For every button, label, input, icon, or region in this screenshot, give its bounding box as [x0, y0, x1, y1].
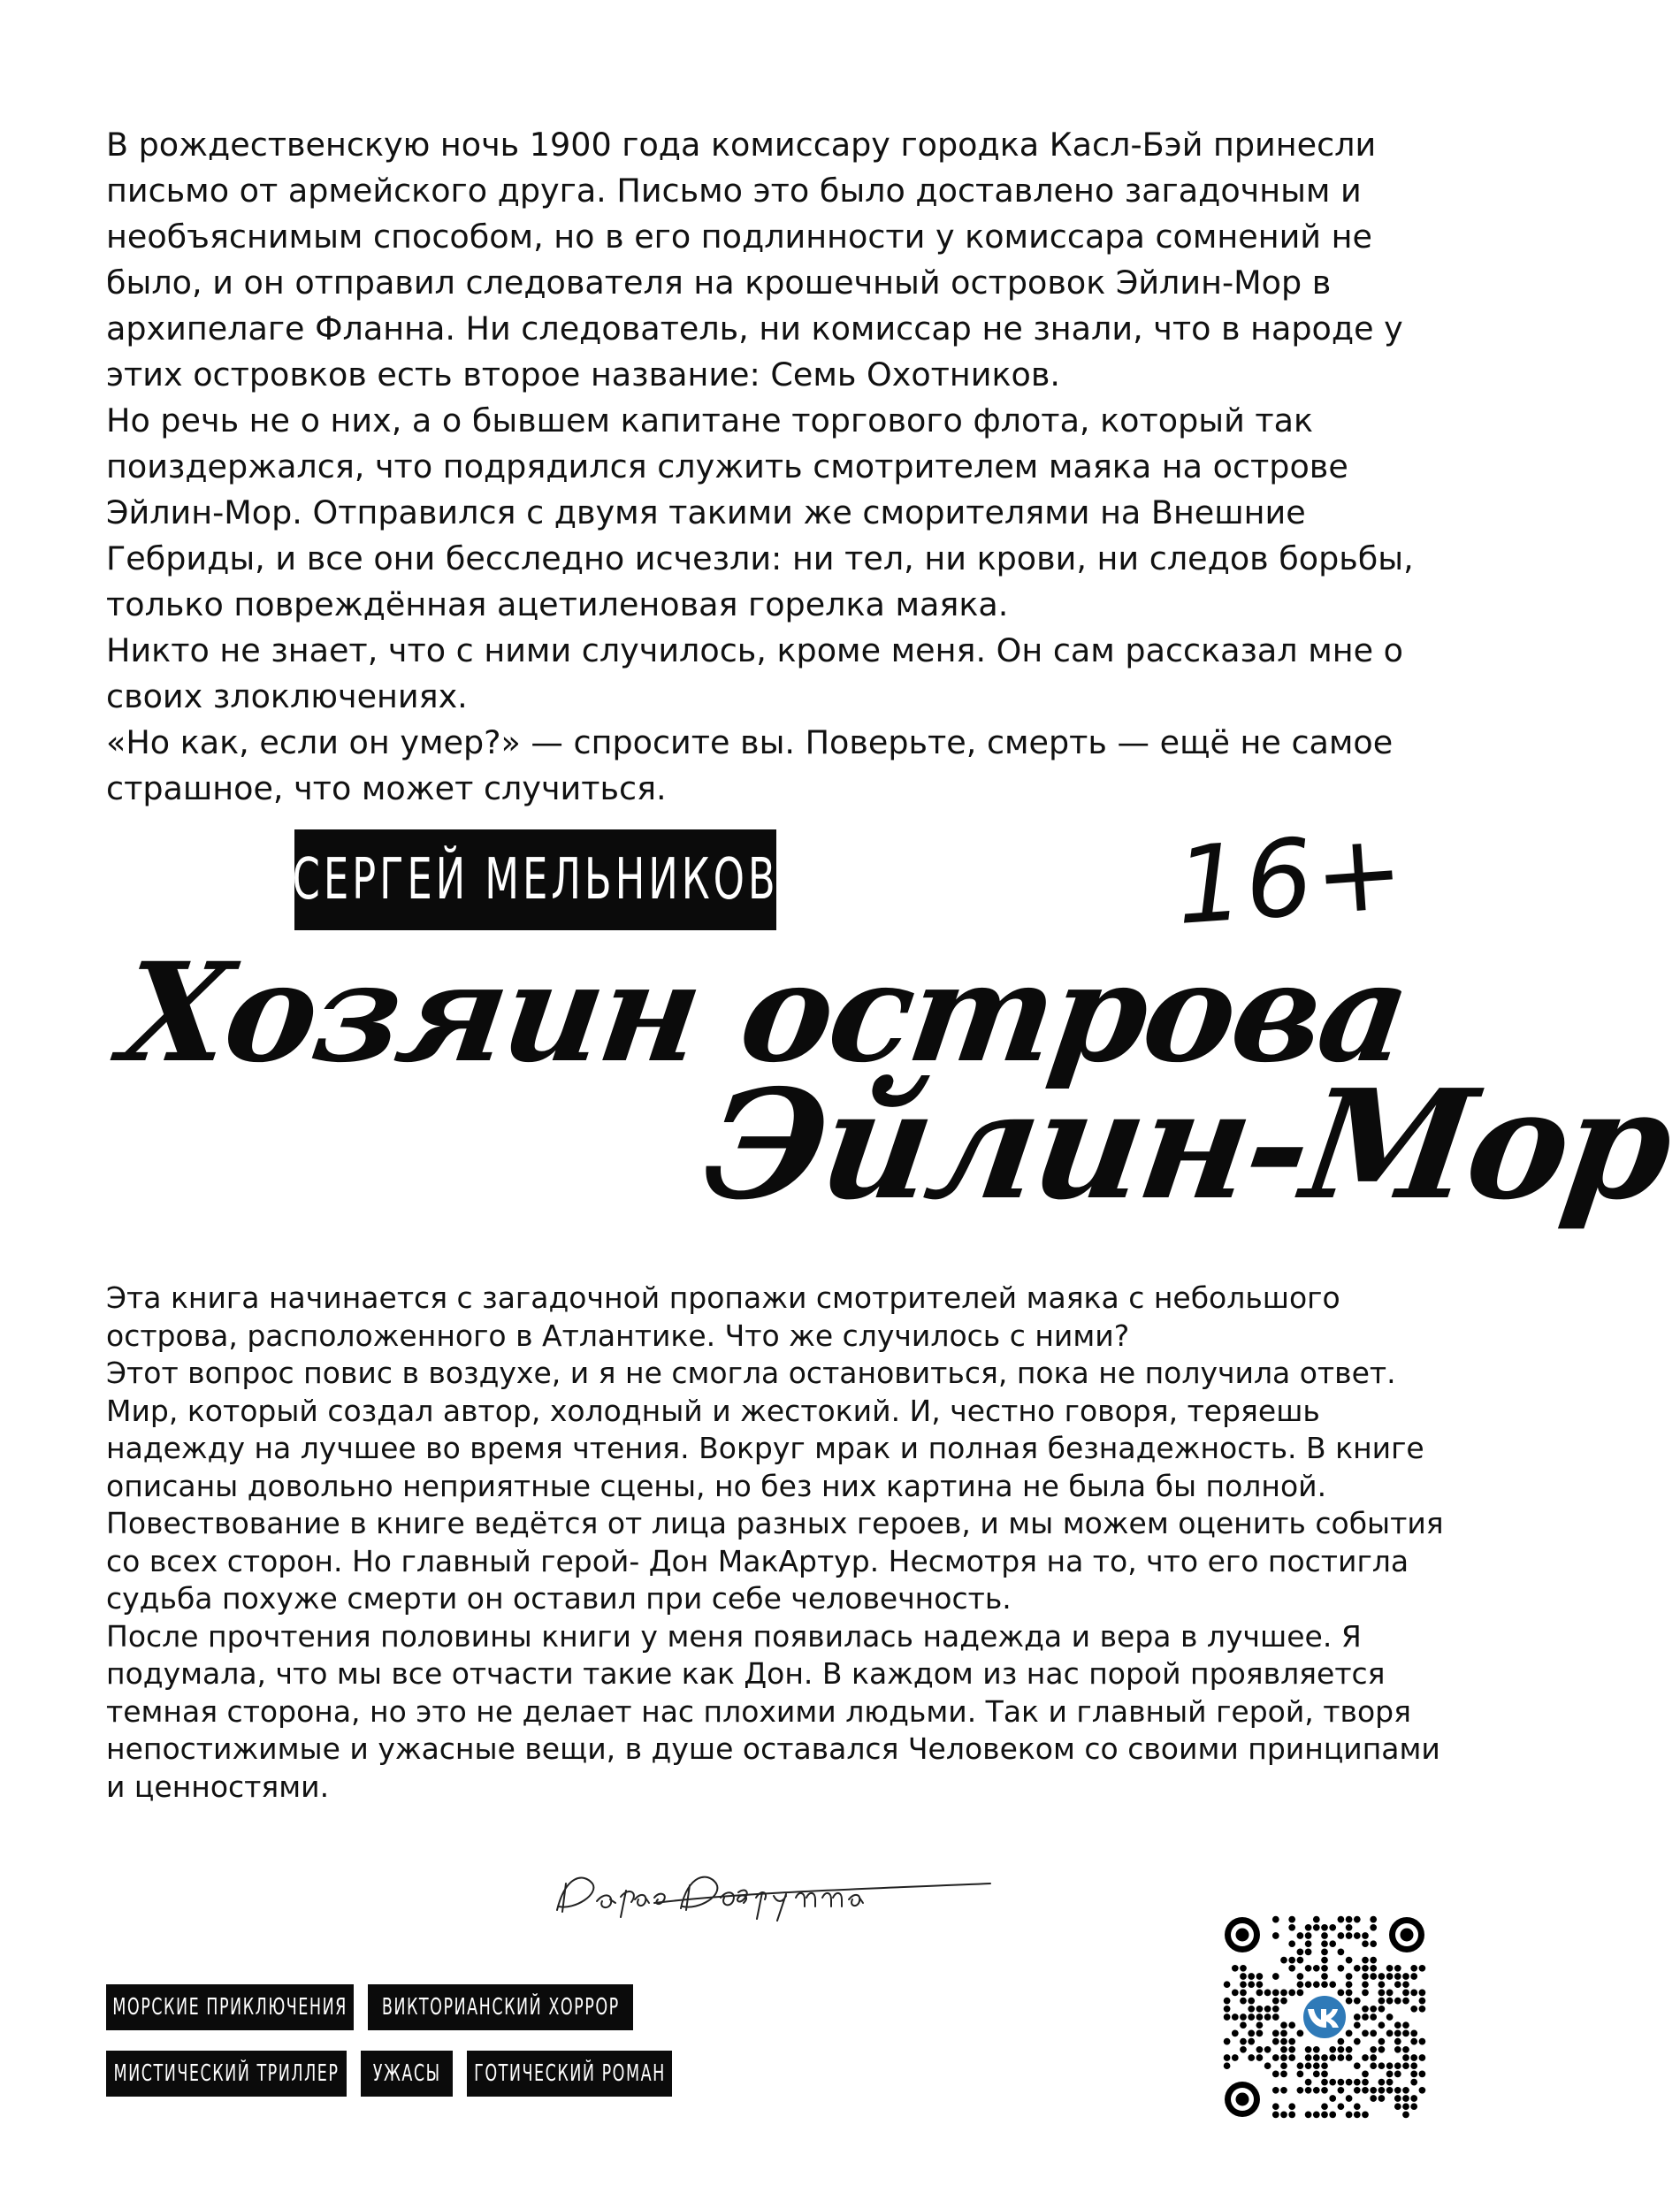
qr-module — [1378, 1981, 1386, 1988]
qr-module — [1354, 1916, 1361, 1923]
qr-module — [1297, 1990, 1304, 1997]
qr-module — [1240, 1973, 1247, 1980]
qr-module — [1386, 2071, 1394, 2078]
blurb-paragraph: Никто не знает, что с ними случилось, кроме меня. Он сам рассказал мне о своих злоключениях. — [106, 631, 1404, 715]
qr-module — [1346, 2095, 1353, 2102]
qr-module — [1410, 2062, 1417, 2069]
qr-module — [1370, 1965, 1377, 1972]
qr-module — [1288, 2021, 1295, 2029]
qr-module — [1410, 2095, 1417, 2102]
qr-module — [1419, 2087, 1426, 2094]
qr-module — [1402, 2062, 1409, 2069]
qr-module — [1272, 1990, 1279, 1997]
qr-module — [1346, 1957, 1353, 1964]
qr-module — [1402, 2087, 1409, 2094]
qr-module — [1272, 2006, 1279, 2013]
qr-module — [1313, 2046, 1320, 2053]
review-paragraph: Повествование в книге ведётся от лица разных героев, и мы можем оценить события со всех сторон. Но главный герой- Дон МакАртур. Несмотря на то, что его постигла судьба похуже смерти он оставил при себе человечность. — [106, 1506, 1444, 1616]
qr-module — [1354, 2087, 1361, 2094]
qr-module — [1272, 2038, 1279, 2045]
qr-module — [1370, 2006, 1377, 2013]
qr-module — [1321, 1949, 1328, 1956]
qr-module — [1410, 1965, 1417, 1972]
qr-module — [1264, 2046, 1271, 2053]
qr-module — [1378, 2046, 1386, 2053]
qr-module — [1305, 1924, 1312, 1931]
qr-module — [1272, 2103, 1279, 2110]
qr-module — [1313, 2087, 1320, 2094]
qr-module — [1370, 1940, 1377, 1947]
qr-module — [1402, 1981, 1409, 1988]
qr-module — [1354, 1965, 1361, 1972]
qr-module — [1386, 2062, 1394, 2069]
genre-tag: ВИКТОРИАНСКИЙ ХОРРОР — [368, 1984, 633, 2030]
qr-module — [1370, 2095, 1377, 2102]
qr-module — [1288, 2103, 1295, 2110]
qr-module — [1410, 2103, 1417, 2110]
qr-module — [1305, 2046, 1312, 2053]
genre-tag: МИСТИЧЕСКИЙ ТРИЛЛЕР — [106, 2051, 347, 2097]
qr-module — [1378, 1973, 1386, 1980]
qr-module — [1321, 1973, 1328, 1980]
qr-module — [1240, 2021, 1247, 2029]
qr-module — [1232, 2030, 1239, 2037]
qr-module — [1346, 2030, 1353, 2037]
qr-module — [1256, 1990, 1264, 1997]
qr-module — [1256, 2030, 1264, 2037]
qr-module — [1346, 1924, 1353, 1931]
qr-module — [1338, 1965, 1345, 1972]
qr-module — [1346, 1916, 1353, 1923]
qr-module — [1370, 1916, 1377, 1923]
qr-module — [1232, 1990, 1239, 1997]
qr-module — [1248, 2006, 1255, 2013]
qr-module — [1272, 1998, 1279, 2005]
qr-module — [1272, 2071, 1279, 2078]
qr-module — [1370, 2046, 1377, 2053]
qr-module — [1280, 2071, 1287, 2078]
reader-review — [106, 1280, 1468, 1806]
qr-module — [1402, 2112, 1409, 2119]
qr-module — [1402, 2095, 1409, 2102]
qr-module — [1297, 1973, 1304, 1980]
qr-module — [1362, 2079, 1369, 2086]
qr-module — [1394, 1965, 1401, 1972]
qr-module — [1313, 2062, 1320, 2069]
qr-module — [1370, 1924, 1377, 1931]
qr-module — [1264, 2006, 1271, 2013]
qr-module — [1280, 2021, 1287, 2029]
qr-module — [1288, 1940, 1295, 1947]
qr-module — [1240, 2046, 1247, 2053]
genre-tag: УЖАСЫ — [361, 2051, 453, 2097]
qr-module — [1378, 2079, 1386, 2086]
age-rating: 16+ — [1172, 810, 1409, 949]
qr-module — [1224, 2006, 1231, 2013]
qr-module — [1394, 1973, 1401, 1980]
qr-module — [1378, 2038, 1386, 2045]
qr-module — [1272, 2054, 1279, 2061]
qr-module — [1288, 1916, 1295, 1923]
qr-module — [1410, 2006, 1417, 2013]
qr-module — [1248, 1998, 1255, 2005]
qr-module — [1394, 1998, 1401, 2005]
qr-module — [1297, 2062, 1304, 2069]
qr-module — [1419, 2054, 1426, 2061]
qr-module — [1224, 1981, 1231, 1988]
qr-module — [1346, 1973, 1353, 1980]
qr-module — [1248, 2013, 1255, 2021]
qr-module — [1321, 2054, 1328, 2061]
qr-module — [1370, 1957, 1377, 1964]
qr-module — [1338, 2038, 1345, 2045]
qr-module — [1224, 2062, 1231, 2069]
qr-module — [1280, 2054, 1287, 2061]
qr-module — [1419, 1965, 1426, 1972]
qr-module — [1346, 2079, 1353, 2086]
qr-module — [1329, 2046, 1336, 2053]
qr-module — [1313, 1981, 1320, 1988]
qr-module — [1354, 2038, 1361, 2045]
qr-module — [1394, 2103, 1401, 2110]
qr-module — [1232, 2013, 1239, 2021]
qr-module — [1378, 1998, 1386, 2005]
vk-logo-icon — [1302, 1994, 1348, 2040]
qr-module — [1402, 1990, 1409, 1997]
qr-module — [1280, 2046, 1287, 2053]
qr-module — [1386, 2079, 1394, 2086]
qr-module — [1386, 1965, 1394, 1972]
qr-module — [1248, 1981, 1255, 1988]
qr-module — [1419, 2038, 1426, 2045]
qr-module — [1378, 2062, 1386, 2069]
qr-module — [1288, 1965, 1295, 1972]
qr-module — [1354, 1932, 1361, 1939]
qr-module — [1362, 2006, 1369, 2013]
qr-module — [1272, 2112, 1279, 2119]
qr-module — [1272, 2087, 1279, 2094]
qr-module — [1419, 2071, 1426, 2078]
qr-module — [1272, 1973, 1279, 1980]
qr-module — [1402, 2021, 1409, 2029]
qr-module — [1402, 2030, 1409, 2037]
qr-module — [1346, 2112, 1353, 2119]
qr-module — [1346, 2054, 1353, 2061]
qr-module — [1264, 2013, 1271, 2021]
review-paragraph: Эта книга начинается с загадочной пропажи смотрителей маяка с небольшого острова, расположенного в Атлантике. Что же случилось с ними? — [106, 1280, 1340, 1353]
qr-module — [1386, 1990, 1394, 1997]
qr-module — [1338, 2103, 1345, 2110]
qr-module — [1362, 2030, 1369, 2037]
qr-module — [1240, 2013, 1247, 2021]
qr-module — [1305, 1932, 1312, 1939]
qr-module — [1288, 2054, 1295, 2061]
qr-module — [1272, 2030, 1279, 2037]
qr-module — [1410, 1973, 1417, 1980]
qr-module — [1354, 2103, 1361, 2110]
qr-module — [1354, 2062, 1361, 2069]
qr-module — [1394, 2046, 1401, 2053]
qr-module — [1410, 1990, 1417, 1997]
qr-module — [1240, 2038, 1247, 2045]
qr-module — [1378, 1990, 1386, 1997]
qr-module — [1362, 2054, 1369, 2061]
qr-module — [1370, 1973, 1377, 1980]
qr-module — [1321, 1981, 1328, 1988]
qr-module — [1362, 1973, 1369, 1980]
qr-module — [1354, 2021, 1361, 2029]
qr-module — [1410, 2038, 1417, 2045]
qr-module — [1338, 1932, 1345, 1939]
qr-module — [1354, 2079, 1361, 2086]
qr-module — [1362, 2013, 1369, 2021]
qr-module — [1224, 1998, 1231, 2005]
qr-module — [1362, 2071, 1369, 2078]
qr-module — [1297, 1932, 1304, 1939]
qr-module — [1394, 2071, 1401, 2078]
qr-module — [1362, 1981, 1369, 1988]
qr-code[interactable] — [1223, 1915, 1426, 2119]
qr-module — [1362, 1940, 1369, 1947]
qr-module — [1329, 1924, 1336, 1931]
qr-module — [1354, 1998, 1361, 2005]
qr-module — [1338, 1916, 1345, 1923]
qr-module — [1280, 1990, 1287, 1997]
qr-module — [1288, 2046, 1295, 2053]
qr-module — [1256, 1981, 1264, 1988]
qr-module — [1297, 2030, 1304, 2037]
blurb-paragraph: Но речь не о них, а о бывшем капитане торгового флота, который так поиздержался, что подрядился служить смотрителем маяка на острове Эйлин-Мор. Отправился с двумя такими же сморителями на Внешние Гебриды, и все они бесследно исчезли: ни тел, ни крови, ни следов борьбы, только повреждённая ацетиленовая горелка маяка. — [106, 401, 1414, 623]
author-name: СЕРГЕЙ МЕЛЬНИКОВ — [292, 847, 779, 913]
qr-module — [1402, 2046, 1409, 2053]
qr-module — [1305, 1949, 1312, 1956]
qr-module — [1362, 1957, 1369, 1964]
qr-module — [1240, 1998, 1247, 2005]
qr-module — [1297, 1949, 1304, 1956]
qr-module — [1280, 2112, 1287, 2119]
qr-module — [1248, 2054, 1255, 2061]
qr-module — [1362, 1965, 1369, 1972]
qr-module — [1232, 1965, 1239, 1972]
author-name-plate — [292, 829, 779, 930]
qr-module — [1224, 2013, 1231, 2021]
qr-module — [1321, 2087, 1328, 2094]
qr-module — [1378, 2095, 1386, 2102]
qr-module — [1321, 1924, 1328, 1931]
qr-module — [1224, 2054, 1231, 2061]
qr-module — [1370, 2054, 1377, 2061]
qr-module — [1370, 2087, 1377, 2094]
book-blurb — [106, 122, 1450, 812]
qr-module — [1410, 2079, 1417, 2086]
qr-module — [1419, 1998, 1426, 2005]
qr-module — [1321, 2062, 1328, 2069]
qr-module — [1264, 1990, 1271, 1997]
qr-module — [1346, 2046, 1353, 2053]
qr-module — [1362, 1932, 1369, 1939]
qr-module — [1338, 1949, 1345, 1956]
qr-module — [1248, 1973, 1255, 1980]
qr-module — [1346, 1998, 1353, 2005]
qr-module — [1378, 2021, 1386, 2029]
qr-module — [1394, 1981, 1401, 1988]
qr-module — [1394, 2021, 1401, 2029]
qr-module — [1346, 1932, 1353, 1939]
qr-module — [1280, 1998, 1287, 2005]
qr-module — [1386, 1998, 1394, 2005]
qr-module — [1297, 1981, 1304, 1988]
qr-module — [1280, 2087, 1287, 2094]
qr-module — [1329, 1940, 1336, 1947]
qr-module — [1410, 2054, 1417, 2061]
qr-module — [1256, 2021, 1264, 2029]
qr-module — [1378, 2087, 1386, 2094]
qr-module — [1338, 2046, 1345, 2053]
qr-module — [1329, 1981, 1336, 1988]
qr-module — [1313, 2112, 1320, 2119]
qr-module — [1386, 1973, 1394, 1980]
qr-module — [1256, 2013, 1264, 2021]
qr-module — [1394, 2030, 1401, 2037]
qr-module — [1280, 2038, 1287, 2045]
qr-module — [1305, 2079, 1312, 2086]
qr-module — [1288, 1990, 1295, 1997]
qr-module — [1370, 2013, 1377, 2021]
qr-module — [1394, 2095, 1401, 2102]
qr-module — [1280, 2030, 1287, 2037]
qr-module — [1272, 1916, 1279, 1923]
qr-module — [1329, 2079, 1336, 2086]
qr-module — [1288, 2038, 1295, 2045]
qr-module — [1378, 2006, 1386, 2013]
qr-module — [1288, 1924, 1295, 1931]
qr-module — [1264, 2062, 1271, 2069]
qr-module — [1321, 1965, 1328, 1972]
qr-module — [1280, 2062, 1287, 2069]
qr-module — [1272, 2013, 1279, 2021]
qr-module — [1394, 2038, 1401, 2045]
qr-module — [1386, 2087, 1394, 2094]
qr-module — [1329, 2112, 1336, 2119]
genre-tag: ГОТИЧЕСКИЙ РОМАН — [467, 2051, 672, 2097]
qr-module — [1338, 2079, 1345, 2086]
qr-module — [1305, 1981, 1312, 1988]
qr-module — [1362, 2087, 1369, 2094]
qr-module — [1386, 2013, 1394, 2021]
qr-module — [1321, 1957, 1328, 1964]
qr-module — [1362, 1990, 1369, 1997]
book-title-line-2: Эйлин-Мор — [694, 1057, 1680, 1234]
qr-module — [1224, 2038, 1231, 2045]
qr-module — [1321, 1932, 1328, 1939]
qr-module — [1346, 1990, 1353, 1997]
qr-module — [1297, 2087, 1304, 2094]
qr-module — [1232, 2054, 1239, 2061]
qr-module — [1248, 2030, 1255, 2037]
qr-module — [1370, 2030, 1377, 2037]
qr-module — [1321, 2112, 1328, 2119]
qr-module — [1362, 2112, 1369, 2119]
review-paragraph: Этот вопрос повис в воздухе, и я не смогла остановиться, пока не получила ответ. Мир, который создал автор, холодный и жестокий. И, честно говоря, теряешь надежду на лучшее во время чтения. Вокруг мрак и полная безнадежность. В книге описаны довольно неприятные сцены, но без них картина не была бы полной. — [106, 1356, 1424, 1503]
qr-module — [1386, 2030, 1394, 2037]
qr-module — [1256, 1973, 1264, 1980]
qr-module — [1297, 2071, 1304, 2078]
qr-module — [1329, 2054, 1336, 2061]
qr-module — [1288, 1957, 1295, 1964]
qr-module — [1346, 1981, 1353, 1988]
qr-module — [1402, 2103, 1409, 2110]
qr-module — [1338, 2087, 1345, 2094]
qr-module — [1402, 1973, 1409, 1980]
qr-module — [1338, 2054, 1345, 2061]
qr-module — [1313, 2071, 1320, 2078]
qr-module — [1410, 2030, 1417, 2037]
reviewer-signature — [548, 1848, 1008, 1932]
qr-module — [1280, 1957, 1287, 1964]
qr-module — [1256, 2006, 1264, 2013]
signature-scribble — [548, 1848, 1008, 1928]
qr-module — [1256, 2046, 1264, 2053]
qr-module — [1313, 1916, 1320, 1923]
qr-module — [1305, 1965, 1312, 1972]
qr-module — [1256, 2054, 1264, 2061]
qr-module — [1272, 1932, 1279, 1939]
qr-module — [1321, 2071, 1328, 2078]
qr-module — [1305, 2062, 1312, 2069]
qr-module — [1321, 2079, 1328, 2086]
qr-module — [1240, 1965, 1247, 1972]
qr-module — [1305, 2087, 1312, 2094]
qr-module — [1329, 2095, 1336, 2102]
qr-module — [1370, 2062, 1377, 2069]
qr-module — [1248, 2038, 1255, 2045]
qr-module — [1313, 1924, 1320, 1931]
genre-tag: МОРСКИЕ ПРИКЛЮЧЕНИЯ — [106, 1984, 354, 2030]
book-title-line-1: Хозяин острова — [112, 933, 1417, 1093]
qr-module — [1402, 1998, 1409, 2005]
qr-module — [1410, 2071, 1417, 2078]
qr-module — [1288, 2112, 1295, 2119]
qr-module — [1240, 1990, 1247, 1997]
qr-module — [1419, 2006, 1426, 2013]
qr-module — [1305, 2112, 1312, 2119]
qr-module — [1354, 2112, 1361, 2119]
qr-module — [1338, 1990, 1345, 1997]
qr-module — [1402, 2054, 1409, 2061]
qr-module — [1394, 2087, 1401, 2094]
qr-module — [1354, 2013, 1361, 2021]
qr-module — [1305, 2054, 1312, 2061]
qr-module — [1313, 2054, 1320, 2061]
qr-module — [1394, 2062, 1401, 2069]
qr-module — [1321, 1940, 1328, 1947]
qr-module — [1321, 2103, 1328, 2110]
qr-module — [1313, 1965, 1320, 1972]
qr-module — [1305, 1940, 1312, 1947]
qr-module — [1297, 1957, 1304, 1964]
qr-module — [1419, 1990, 1426, 1997]
qr-module — [1240, 1981, 1247, 1988]
blurb-paragraph: «Но как, если он умер?» — спросите вы. Поверьте, смерть — ещё не самое страшное, что может случиться. — [106, 723, 1394, 807]
blurb-paragraph: В рождественскую ночь 1900 года комиссару городка Касл-Бэй принесли письмо от армейского друга. Письмо это было доставлено загадочным и необъяснимым способом, но в его подлинности у комиссара сомнений не было, и он отправил следователя на крошечный островок Эйлин-Мор в архипелаге Фланна. Ни следователь, ни комиссар не знали, что в народе у этих островков есть второе название: Семь Охотников. — [106, 126, 1403, 394]
review-paragraph: После прочтения половины книги у меня появилась надежда и вера в лучшее. Я подумала, что мы все отчасти такие как Дон. В каждом из нас порой проявляется темная сторона, но это не делает нас плохими людьми. Так и главный герой, творя непостижимые и ужасные вещи, в душе оставался Человеком со своими принципами и ценностями. — [106, 1618, 1440, 1804]
